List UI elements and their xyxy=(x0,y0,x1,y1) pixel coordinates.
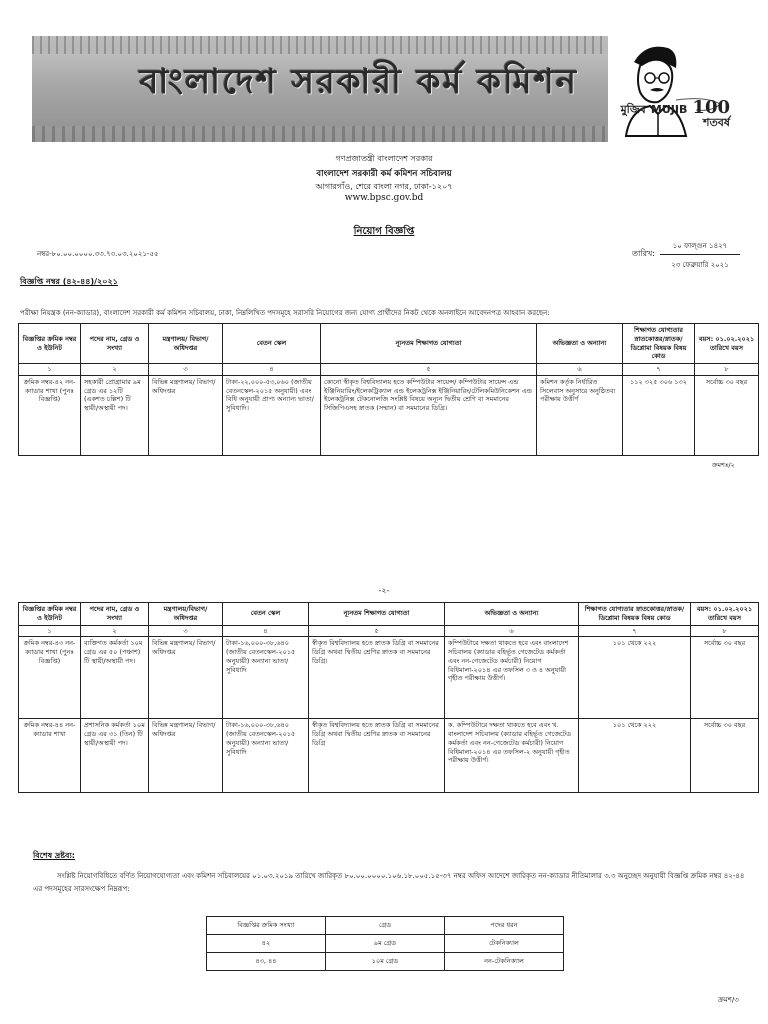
cell-qualification: স্বীকৃত বিশ্ববিদ্যালয় হতে স্নাতক ডিগ্রি বা সমমানের ডিগ্রি অথবা দ্বিতীয় শ্রেণির স্নাতক বা সমমানের ডিগ্রি xyxy=(309,719,445,793)
col-num: ৬ xyxy=(537,364,623,376)
col-header-post: পদের নাম, গ্রেড ও সংখ্যা xyxy=(81,324,149,364)
notice-title: নিয়োগ বিজ্ঞপ্তি xyxy=(353,226,415,237)
col-header-pay-scale: বেতন স্কেল xyxy=(223,603,309,626)
website-link[interactable]: www.bpsc.gov.bd xyxy=(344,193,424,203)
cell-pay-scale: টাকা-১৬,০০০-৩৮,৬৪০ (জাতীয় বেতনস্কেল-২০১৫ অনুযায়ী) অন্যান্য ভাতা/সুবিধাদি xyxy=(223,637,309,719)
cell-ministry: বিভিন্ন মন্ত্রণালয়/ বিভাগ/অধিদপ্তর xyxy=(149,375,223,455)
banner-sign-text: বাংলাদেশ সরকারী কর্ম কমিশন xyxy=(139,62,578,102)
col-num: ২ xyxy=(81,625,149,637)
date-block xyxy=(660,240,740,271)
cell-post: সহকারী প্রোগ্রামার ৯ম গ্রেড এর ১২টি (একশত চল্লিশ) টি স্থায়ী/অস্থায়ী পদ। xyxy=(81,375,149,455)
col-num: ৪ xyxy=(223,625,309,637)
col-header-post: পদের নাম, গ্রেড ও সংখ্যা xyxy=(81,603,149,626)
date-label: তারিখ: xyxy=(632,249,655,258)
cell-serial: ক্রমিক নম্বর-৪৩ নন-ক্যাডার শাখা (পুনঃ বিজ্ঞপ্তি) xyxy=(19,637,81,719)
summary-cell: নন-টেকনিক্যাল xyxy=(445,953,564,971)
column-number-row xyxy=(19,625,759,637)
table-header-row xyxy=(19,324,759,364)
special-note-heading: বিশেষ দ্রষ্টব্য: xyxy=(33,851,75,860)
col-header-ministry: মন্ত্রণালয়/ বিভাগ/ অধিদপ্তর xyxy=(149,324,223,364)
cell-experience: কম্পিউটারে দক্ষতা থাকতে হবে এবং বাংলাদেশ সচিবালয় (ক্যাডার বহির্ভূত গেজেটেড কর্মকর্তা এবং নন-গেজেটেড কর্মচারী) নিয়োগ বিধিমালা-২০১৪ এর তফসিল ৩ ও ৪ অনুযায়ী গৃহীত পরীক্ষায় উত্তীর্ণ। xyxy=(445,637,579,719)
mujib-100-text xyxy=(621,99,730,128)
col-header-age: বয়স: ০১.০২.২০২১ তারিখে বয়স xyxy=(695,324,759,364)
cell-age: সর্বোচ্চ ৩০ বছর xyxy=(691,637,759,719)
col-header-serial: বিজ্ঞপ্তির ক্রমিক নম্বর ও ইউনিট xyxy=(19,324,81,364)
col-num: ৭ xyxy=(579,625,691,637)
cell-serial: ক্রমিক নম্বর-৪২ নন-ক্যাডার শাখা (পুনঃ বিজ্ঞপ্তি) xyxy=(19,375,81,455)
bpsc-building-banner xyxy=(32,36,608,142)
col-header-experience: অভিজ্ঞতা ও অন্যান্য xyxy=(445,603,579,626)
summary-cell: ৪২ xyxy=(207,935,326,953)
summary-header-type: পদের ধরন xyxy=(445,917,564,935)
col-header-ministry: মন্ত্রণালয়/বিভাগ/ অধিদপ্তর xyxy=(149,603,223,626)
cell-age: সর্বোচ্চ ৩০ বছর xyxy=(691,719,759,793)
col-num: ৬ xyxy=(445,625,579,637)
advertisement-number: বিজ্ঞপ্তি নম্বর (৪২-৪৪)/২০২১ xyxy=(20,277,118,286)
col-num: ৪ xyxy=(223,364,321,376)
table-row xyxy=(207,935,564,953)
vacancy-table-2 xyxy=(18,602,759,793)
col-num: ৩ xyxy=(149,625,223,637)
table-row xyxy=(207,953,564,971)
mujib-number: 100 xyxy=(692,97,730,118)
cell-ministry: বিভিন্ন মন্ত্রণালয়/ বিভাগ/অধিদপ্তর xyxy=(149,637,223,719)
table-header-row xyxy=(207,917,564,935)
col-header-qualification: ন্যূনতম শিক্ষাগত যোগ্যতা xyxy=(321,324,537,364)
cell-qualification: কোনো স্বীকৃত বিশ্ববিদ্যালয় হতে কম্পিউটার সায়েন্স/ কম্পিউটার সায়েন্স এন্ড ইঞ্জিনিয়ারিং/ইলেকট্রিক্যাল এন্ড ইলেকট্রনিক্স ইঞ্জিনিয়ারিং/টেলিকমিউনিকেশন এন্ড ইলেকট্রনিক্স টেকনোলজি সংশ্লিষ্ট বিষয়ে অন্যূন দ্বিতীয় শ্রেণি বা সমমানের সিজিপিএসহ স্নাতক (সম্মান) বা সমমানের ডিগ্রি। xyxy=(321,375,537,455)
col-num: ৮ xyxy=(691,625,759,637)
banner-stone-texture xyxy=(32,36,608,54)
col-header-serial: বিজ্ঞপ্তির ক্রমিক নম্বর ও ইউনিট xyxy=(19,603,81,626)
col-num: ১ xyxy=(19,364,81,376)
col-num: ৩ xyxy=(149,364,223,376)
cell-subject-code: ১১২ ৩২৫ ৩০৬ ১৩২ xyxy=(623,375,695,455)
mujib-100-logo xyxy=(616,40,736,140)
memo-number: নম্বর-৮০.০০.০০০০.৩৩.৭৩.০৩.২০২১-৫৫ xyxy=(37,250,159,258)
summary-cell: ১০ম গ্রেড xyxy=(326,953,445,971)
summary-cell: টেকনিক্যাল xyxy=(445,935,564,953)
secretariat-name: বাংলাদেশ সরকারী কর্ম কমিশন সচিবালয় xyxy=(316,169,452,179)
summary-cell: ৪৩, ৪৪ xyxy=(207,953,326,971)
cell-age: সর্বোচ্চ ৩০ বছর xyxy=(695,375,759,455)
col-header-subject-code: শিক্ষাগত যোগ্যতার স্নাতকোত্তর/স্নাতক/ ডিপ্লোমা বিষয়ক বিষয় কোড xyxy=(623,324,695,364)
address: আগারগাঁও, শেরে বাংলা নগর, ঢাকা-১২০৭ xyxy=(315,182,453,191)
summary-cell: ৯ম গ্রেড xyxy=(326,935,445,953)
table-row xyxy=(19,637,759,719)
col-header-qualification: ন্যূনতম শিক্ষাগত যোগ্যতা xyxy=(309,603,445,626)
banner-stone-texture-bottom xyxy=(32,126,608,142)
col-header-subject-code: শিক্ষাগত যোগ্যতার স্নাতকোত্তর/স্নাতক/ ডিপ্লোমা বিষয়ক বিষয় কোড xyxy=(579,603,691,626)
cell-post: ব্যক্তিগত কর্মকর্তা ১০ম গ্রেড এর ৫০ (পঞ্চাশ) টি স্থায়ী/অস্থায়ী পদ। xyxy=(81,637,149,719)
mujib-latin-word: MUJIB xyxy=(650,103,688,116)
cell-experience: কমিশন কর্তৃক নির্ধারিত সিলেবাস অনুসারে অনুষ্ঠিতব্য পরীক্ষায় উত্তীর্ণ xyxy=(537,375,623,455)
mujib-bn-word: মুজিব xyxy=(620,103,646,116)
special-note-body: সংশ্লিষ্ট নিয়োগবিধিতে বর্ণিত নিয়োগযোগ্যতা এবং কমিশন সচিবালয়ের ০১.০৩.২০১৯ তারিখে জারিকৃত ৮০.০০.০০০০.১০৬.১৮.০০৫.১৫-৩৭ নম্বর অফিস আদেশে জারিকৃত নন-ক্যাডার নীতিমালার ৩.৩ অনুচ্ছেদ অনুযায়ী বিজ্ঞপ্তি ক্রমিক নম্বর ৪২-৪৪ এর পদসমূহের সারসংক্ষেপ নিম্নরূপ: xyxy=(33,872,745,894)
col-num: ৭ xyxy=(623,364,695,376)
cell-experience: ক. কম্পিউটারে দক্ষতা থাকতে হবে এবং খ. বাংলাদেশ সচিবালয় (ক্যাডার বহির্ভূত গেজেটেড কর্মকর্তা এবং নন-গেজেটেড কর্মচারী) নিয়োগ বিধিমালা-২০১৪ এর তফসিল-২ অনুযায়ী গৃহীত পরীক্ষায় উত্তীর্ণ। xyxy=(445,719,579,793)
continued-note-2: ক্রমশ/৩ xyxy=(718,996,739,1004)
intro-paragraph: পরীক্ষা নিয়ন্ত্রক (নন-ক্যাডার), বাংলাদেশ সরকারী কর্ম কমিশন সচিবালয়, ঢাকা, নিম্নলিখিত পদসমূহে সরাসরি নিয়োগের জন্য যোগ্য প্রার্থীদের নিকট থেকে অনলাইনে আবেদনপত্র আহবান করছেন: xyxy=(20,309,550,317)
summary-table xyxy=(206,916,564,971)
col-header-age: বয়স: ০১.০২.২০২১ তারিখে বয়স xyxy=(691,603,759,626)
summary-header-serial: বিজ্ঞপ্তির ক্রমিক সংখ্যা xyxy=(207,917,326,935)
cell-subject-code: ১০১ থেকে ২২২ xyxy=(579,719,691,793)
col-num: ৮ xyxy=(695,364,759,376)
mujib-shotoborsho: শতবর্ষ xyxy=(703,116,730,129)
col-num: ৫ xyxy=(309,625,445,637)
cell-pay-scale: টাকা-১৬,০০০-৩৮,৬৪০ (জাতীয় বেতনস্কেল-২০১৫ অনুযায়ী) অন্যান্য ভাতা/সুবিধাদি xyxy=(223,719,309,793)
table-row xyxy=(19,375,759,455)
cell-subject-code: ১০১ থেকে ২২২ xyxy=(579,637,691,719)
page-number: -২- xyxy=(378,586,390,595)
date-bengali: ১০ ফাল্গুন ১৪২৭ xyxy=(660,240,740,255)
cell-ministry: বিভিন্ন মন্ত্রণালয়/ বিভাগ/অধিদপ্তর xyxy=(149,719,223,793)
col-num: ২ xyxy=(81,364,149,376)
date-gregorian: ২৩ ফেব্রুয়ারি ২০২১ xyxy=(671,261,729,269)
cell-post: প্রশাসনিক কর্মকর্তা ১০ম গ্রেড এর ৩১ (তিন) টি স্থায়ী/অস্থায়ী পদ। xyxy=(81,719,149,793)
govt-name: গণপ্রজাতন্ত্রী বাংলাদেশ সরকার xyxy=(335,154,433,163)
column-number-row xyxy=(19,364,759,376)
col-num: ১ xyxy=(19,625,81,637)
col-num: ৫ xyxy=(321,364,537,376)
cell-qualification: স্বীকৃত বিশ্ববিদ্যালয় হতে স্নাতক ডিগ্রি বা সমমানের ডিগ্রি অথবা দ্বিতীয় শ্রেণির স্নাতক বা সমমানের ডিগ্রি। xyxy=(309,637,445,719)
cell-serial: ক্রমিক নম্বর-৪৪ নন-ক্যাডার শাখা xyxy=(19,719,81,793)
vacancy-table-1 xyxy=(18,323,759,456)
cell-pay-scale: টাকা-২২,০০০-৫৩,০৬০ (জাতীয় বেতনস্কেল-২০১৫ অনুযায়ী) এবং বিধি অনুযায়ী প্রাপ্য অন্যান্য ভাতা/সুবিধাদি। xyxy=(223,375,321,455)
summary-header-grade: গ্রেড xyxy=(326,917,445,935)
col-header-experience: অভিজ্ঞতা ও অন্যান্য xyxy=(537,324,623,364)
table-header-row xyxy=(19,603,759,626)
col-header-pay-scale: বেতন স্কেল xyxy=(223,324,321,364)
table-row xyxy=(19,719,759,793)
continued-note: ক্রমশঃ/২ xyxy=(712,461,735,469)
